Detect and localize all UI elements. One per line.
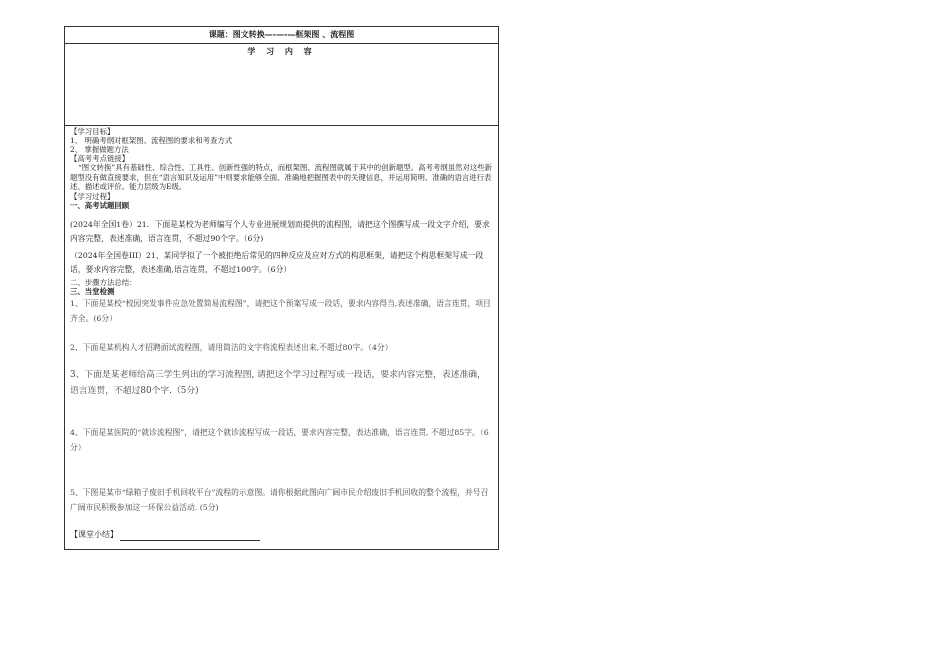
- objective-item-1: 1、 明确考纲对框架图、流程图的要求和考查方式: [70, 136, 233, 145]
- exam-question-2: （2024年全国卷III）21、某同学拟了一个被拒绝后常见的四种反应及应对方式的构思框架，请把这个构思框架写成一段话，要求内容完整，表述准确,语言连贯，不超过100字。（6分）: [70, 250, 484, 274]
- test-question-5: 5、下图是某市“绿箱子废旧手机回收平台”流程的示意图。请你根据此图向广阔市民介绍废旧手机回收的整个流程，并号召广阔市民积极参加这一环保公益活动. (5分): [70, 487, 489, 512]
- section-method-summary: 二、步骤方法总结：: [70, 277, 137, 287]
- summary-blank-line: [120, 532, 260, 541]
- section-header: 学 习 内 容: [247, 47, 316, 56]
- objectives-heading: 【学习目标】: [70, 127, 115, 136]
- lesson-title: 课题：图文转换—-—-—框架图 、流程图: [65, 27, 498, 44]
- lesson-table: [64, 26, 499, 550]
- section-class-test: 三、当堂检测: [70, 286, 115, 296]
- header-row: [65, 43, 498, 126]
- test-question-4: 4、下面是某医院的“就诊流程图”，请把这个就诊流程写成一段话，要求内容完整，表达准确，语言连贯, 不超过85字。（6分）: [70, 427, 489, 452]
- section-exam-review: 一、高考试题回顾: [70, 200, 130, 210]
- lesson-content: [70, 127, 493, 541]
- process-heading: 【学习过程】: [70, 191, 115, 201]
- exam-question-1: (2024年全国1卷）21．下面是某校为老师编写个人专业进展规划而提供的流程图，请把这个图撰写成一段文字介绍，要求内容完整，表述准确，语言连贯，不超过90个字。（6分): [70, 219, 490, 243]
- summary-label: 【课堂小结】: [70, 529, 118, 539]
- link-paragraph: “图文转换”具有基础性、综合性、工具性、创新性强的特点，而框架图、流程图就属于其中的创新题型。高考考纲虽然对这些新题型没有做直接要求，但在“语言知识及运用”中则要求能够全面、准确地把握图表中的关键信息，并运用简明、准确的语言进行表述、描述或评价。能力层级为E级。: [70, 163, 493, 191]
- test-question-1: 1、下面是某校“校园突发事件应急处置简易流程图”，请把这个预案写成一段话，要求内容得当,表述准确，语言连贯，项目齐全。(6分）: [70, 298, 491, 323]
- test-question-2: 2、下面是某机构人才招聘面试流程图，请用简洁的文字将流程表述出来,不超过80字。（4分）: [70, 342, 393, 352]
- objective-item-2: 2、 掌握做题方法: [70, 145, 129, 154]
- test-question-3: 3、下面是某老师给高三学生列出的学习流程图, 请把这个学习过程写成一段话，要求内容完整，表述准确，语言连贯，不超过80个字.（5分): [70, 369, 486, 396]
- link-heading: 【高考考点链接】: [70, 154, 130, 163]
- class-summary: [70, 529, 493, 541]
